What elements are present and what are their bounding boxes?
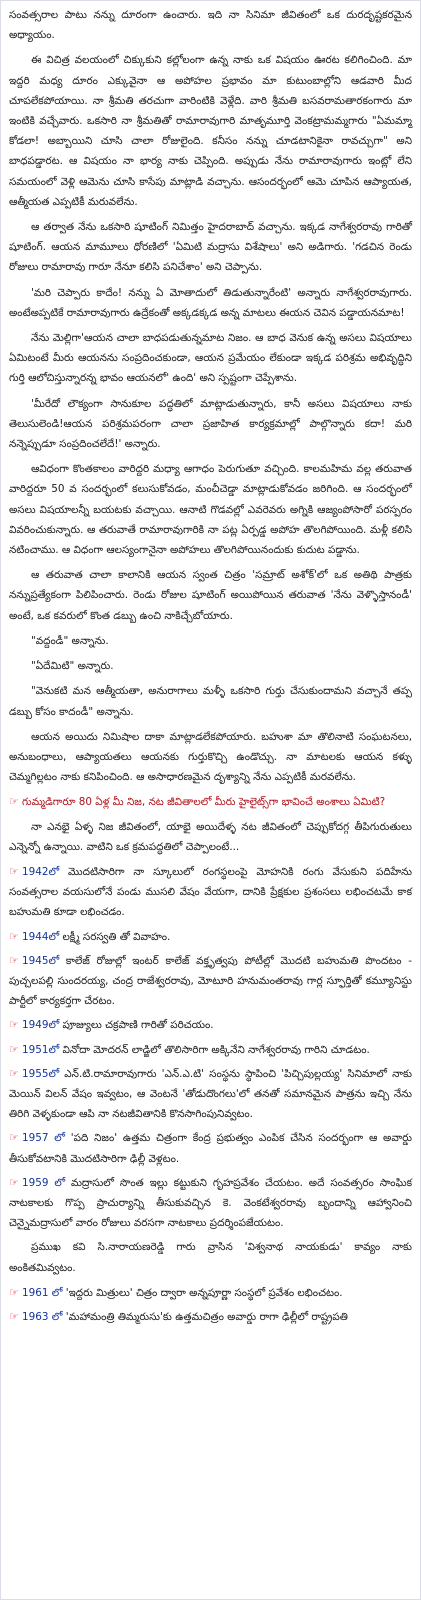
hand-pointing-right-icon: ☞ xyxy=(9,953,19,967)
hand-pointing-right-icon: ☞ xyxy=(9,1285,19,1299)
timeline-year: 1945లో xyxy=(22,954,60,967)
timeline-item xyxy=(9,1040,412,1060)
paragraph: "ఏదేమిటి" అన్నారు. xyxy=(31,660,114,673)
hand-pointing-right-icon: ☞ xyxy=(9,795,19,809)
timeline-text: 'పది నిజం' ఉత్తమ చిత్రంగా కేంద్ర ప్రభుత్వం ఎంపిక చేసిన సందర్భంగా ఆ అవార్డు తీసుకోవటానికి మొదటిసారిగా ఢిల్లీ వెళ్లటం. xyxy=(9,1132,412,1165)
paragraph: ఆ తర్వాత నేను ఒకసారి షూటింగ్ నిమిత్తం హైదరాబాద్ వచ్చాను. ఇక్కడ నాగేశ్వరరావు గారితో షూటింగ్. ఆయన మామూలు ధోరణిలో 'ఏమిటి మద్రాసు విశేషాలు' అని అడిగారు. 'గడచిన రెండు రోజులు రామారావు గారూ నేనూ కలిసి పనిచేశాం' అని చెప్పాను. xyxy=(9,221,412,274)
paragraph: ఆయన అయిదు నిమిషాల దాకా మాట్లాడలేకపోయారు. బహుశా మా తొలినాటి సంఘటనలు, అనుబంధాలు, ఆప్యాయతలు ఆయనకు గుర్తుకొచ్చి ఉండొచ్చు. నా మాటలకు ఆయన కళ్ళు చెమ్మగిల్లటం నాకు కనిపించింది. ఆ అసాధారణమైన దృశ్యాన్ని నేను ఎప్పటికీ మరవలేను. xyxy=(9,730,412,784)
timeline-text: ఎన్.టి.రామారావుగారు 'ఎన్.ఎ.టి' సంస్థను స్థాపించి 'పిచ్చిపుల్లయ్య' సినిమాలో నాకు మెయిన్ విలన్ వేషం ఇవ్వటం, ఆ వెంటనే 'తోడుదొంగలు'లో తనతో సమానమైన పాత్రను ఇచ్చి నేను తిరిగి వెళ్ళకుండా ఆపి నా నటజీవితానికి కొనసాగింపునివ్వటం. xyxy=(9,1067,412,1121)
timeline-text: మొదటిసారిగా నా స్కూలులో రంగస్థలంపై మోహనికి రంగు వేసుకుని పదిహేను సంవత్సరాల వయసులోనే పండు ముసలి వేషం వేయగా, దానికి ప్రేక్షకుల ప్రశంసలు లభించటమే కాక బహుమతి కూడా లభించడం. xyxy=(9,865,412,919)
timeline-item xyxy=(9,1173,412,1234)
timeline-item xyxy=(9,1015,412,1035)
paragraph: "వెనుకటి మన ఆత్మీయతా, అనురాగాలు మళ్ళీ ఒకసారి గుర్తు చేసుకుందామని వచ్చానే తప్ప డబ్బు కోసం కాదండీ" అన్నాను. xyxy=(9,685,412,718)
paragraph: "వద్దండీ" అన్నాను. xyxy=(31,634,109,647)
paragraph: నేను మెల్లిగా'ఆయన చాలా బాధపడుతున్నమాట నిజం. ఆ బాధ వెనుక ఉన్న అసలు విషయాలు ఏమిటంటే మీరు ఆయనను సంప్రదించకుండా, ఆయన ప్రమేయం లేకుండా ఇక్కడ పరిశ్రమ అభివృద్ధిని గుర్తి ఆలోచిస్తున్నారన్న భావం ఆయనలో' ఉంది' అని స్పష్టంగా చెప్పేశాను. xyxy=(9,332,412,385)
paragraph: ఆవిధంగా కొంతకాలం వారిద్దరి మధ్యా ఆగాధం పెరుగుతూ వచ్చింది. కాలమహిమ వల్ల తరువాత వారిద్దరూ 50 వ సందర్భంలో కలుసుకోవడం, మంచీచెడ్డా మాట్లాడుకోవడం జరిగింది. ఆ సందర్భంలో అసలు విషయాలన్నీ బయటకు వచ్చాయి. ఆనాటి గొడవల్లో ఎవరెవరు అగ్నికి ఆజ్యంపోసారో పరస్పరం వివరించుకున్నారు. ఆ తరువాతే రామారావుగారికి నా పట్ల ఏర్పడ్డ అపోహ తొలగిపోయింది. మళ్లీ కలిసి నటించాము. ఆ విధంగా ఆలస్యంగానైనా అపోహలు తొలగిపోయినందుకు కుదుట పడ్డాను. xyxy=(9,463,412,557)
paragraph: ఈ విచిత్ర వలయంలో చిక్కుకుని కల్లోలంగా ఉన్న నాకు ఒక విషయం ఊరట కలిగించింది. మా ఇద్దరి మధ్య దూరం ఎక్కువైనా ఆ అపోహల ప్రభావం మా కుటుంబాల్లోని ఆడవారి మీద చూపలేకపోయాయి. నా శ్రీమతి తరచుగా వారింటికి వెళ్లేది. వారి శ్రీమతి బసవరామతారకంగారు మా ఇంటికి వచ్చేవారు. ఒకసారి నా శ్రీమతితో రామారావుగారి మాతృమూర్తి వెంకట్రామమ్మగారు "ఏమమ్మా కోడలా! అబ్బాయిని చూసి చాలా రోజులైంది. కనీసం నన్ను చూడటానికైనా రావచ్చుగా" అని బాధపడ్డారట. ఆ విషయం నా భార్య నాకు చెప్పింది. అప్పుడు నేను రామారావుగారు ఇంట్లో లేని సమయంలో వెళ్లి ఆమెను చూసి కాసేపు మాట్లాడి వచ్చాను. ఆసందర్భంలో ఆమె చూపిన ఆప్యాయత, ఆత్మీయత ఎప్పటికీ మరువలేను. xyxy=(9,54,412,208)
timeline-item xyxy=(9,927,412,947)
hand-pointing-right-icon: ☞ xyxy=(9,929,19,943)
timeline-text: 'మహామంత్రి తిమ్మరుసు'కు ఉత్తమచిత్రం అవార్డు రాగా ఢిల్లీలో రాష్ట్రపతి xyxy=(62,1310,348,1323)
timeline-text: 'ఇద్దరు మిత్రులు' చిత్రం ద్వారా అన్నపూర్ణా సంస్థలో ప్రవేశం లభించటం. xyxy=(62,1286,343,1299)
paragraph: సంవత్సరాల పాటు నన్ను దూరంగా ఉంచారు. ఇది నా సినిమా జీవితంలో ఒక దురదృష్టకరమైన అధ్యాయం. xyxy=(9,9,412,42)
timeline-text: లక్ష్మీ సరస్వతి తో వివాహం. xyxy=(59,930,171,943)
timeline-text: పూజ్యులు చక్రపాణి గారితో పరిచయం. xyxy=(59,1019,214,1032)
timeline-item xyxy=(9,951,412,1012)
timeline-year: 1942లో xyxy=(22,865,60,878)
timeline-year: 1957 లో xyxy=(22,1132,65,1145)
interview-question xyxy=(9,792,412,812)
timeline-year: 1963 లో xyxy=(22,1310,63,1323)
timeline-year: 1955లో xyxy=(22,1067,60,1080)
timeline-year: 1961 లో xyxy=(22,1286,63,1299)
timeline-item xyxy=(9,1128,412,1168)
paragraph: 'మరి చెప్పారు కాదేం! నన్ను ఏ మోతాదులో తిడుతున్నారేంటి' అన్నారు నాగేశ్వరరావుగారు. అంటేఅప్పటికే రామారావుగారు ఉద్రేకంతో అక్కడక్కడ అన్న మాటలు ఈయన చెవిన పడ్డాయనమాట! xyxy=(9,286,412,319)
hand-pointing-right-icon: ☞ xyxy=(9,1042,19,1056)
timeline-item xyxy=(9,1307,412,1327)
hand-pointing-right-icon: ☞ xyxy=(9,864,19,878)
timeline-text: కాలేజ్ రోజుల్లో ఇంటర్ కాలేజ్ వక్తృత్వపు పోటీల్లో మొదటి బహుమతి పొందటం - పుచ్చలపల్లి సుందరయ్య, చంద్ర రాజేశ్వరరావు, మోటూరి హనుమంతరావు గార్ల స్ఫూర్తితో కమ్యూనిస్టు పార్టీలో కార్యకర్తగా చేరటం. xyxy=(9,954,412,1008)
hand-pointing-right-icon: ☞ xyxy=(9,1175,19,1189)
hand-pointing-right-icon: ☞ xyxy=(9,1066,19,1080)
hand-pointing-right-icon: ☞ xyxy=(9,1131,19,1145)
timeline-year: 1951లో xyxy=(22,1043,60,1056)
answer-intro: నా ఎనభై ఏళ్ళ నిజ జీవితంలో, యాభై అయిదేళ్ళ నట జీవితంలో చెప్పుకోదగ్గ తీపిగురుతులు ఎన్నెన్నో ఉన్నాయి. వాటిని ఒక క్రమపద్ధతిలో చెప్పాలంటే... xyxy=(9,820,412,853)
timeline-year: 1949లో xyxy=(22,1019,60,1032)
timeline-text: మద్రాసులో సొంత ఇల్లు కట్టుకుని గృహప్రవేశం చేయటం. అదే సంవత్సరం సాంఘిక నాటకాలకు గొప్ప ప్రాచుర్యాన్ని తీసుకువచ్చిన కె. వెంకటేశ్వరరావు బృందాన్ని ఆహ్వానించి చెన్నైమద్రాసులో వారం రోజులు వరసగా నాటకాలు ప్రదర్శింపజేయటం. xyxy=(9,1176,412,1230)
timeline-item xyxy=(9,1064,412,1125)
timeline-year: 1959 లో xyxy=(22,1176,66,1189)
timeline-item xyxy=(9,1283,412,1303)
hand-pointing-right-icon: ☞ xyxy=(9,1309,19,1323)
timeline-text: వినోదా మోదరన్ లాడ్జిలో తొలిసారిగా అక్కినేని నాగేశ్వరరావు గారిని చూడటం. xyxy=(59,1043,370,1056)
paragraph: ఆ తరువాత చాలా కాలానికి ఆయన స్వంత చిత్రం 'సమ్రాట్ అశోక్'లో ఒక అతిథి పాత్రకు నన్నుప్రత్యేకంగా పిలిపించారు. రెండు రోజుల షూటింగ్ అయిపోయిన తరువాత 'నేను వెళ్ళొస్తానండీ' అంటే, ఒక కవరులో కొంత డబ్బు ఉంచి నాకిచ్చేబోయారు. xyxy=(9,569,412,622)
paragraph: 'మీరేదో లౌక్యంగా సానుకూల పద్ధతిలో మాట్లాడుతున్నారు, కానీ అసలు విషయాలు నాకు తెలుసులెండి!ఆయన పరిశ్రమపరంగా చాలా ప్రజాహిత కార్యక్రమాల్లో పాల్గొన్నారు కదా! మరి నన్నెప్పుడూ సంప్రదించలేదే!' అన్నారు. xyxy=(9,397,412,451)
timeline-year: 1944లో xyxy=(22,930,60,943)
question-text: గుమ్మడిగారూ 80 ఏళ్ల మీ నిజ, నట జీవితాలలో మీరు హైలైట్స్‌గా భావించే అంశాలు ఏమిటి? xyxy=(22,796,386,809)
hand-pointing-right-icon: ☞ xyxy=(9,1018,19,1032)
timeline-list xyxy=(9,862,412,1327)
timeline-item xyxy=(9,862,412,923)
timeline-item: ప్రముఖ కవి సి.నారాయణరెడ్డి గారు వ్రాసిన 'విశ్వనాథ నాయకుడు' కావ్యం నాకు అంకితమివ్వటం. xyxy=(9,1241,412,1274)
